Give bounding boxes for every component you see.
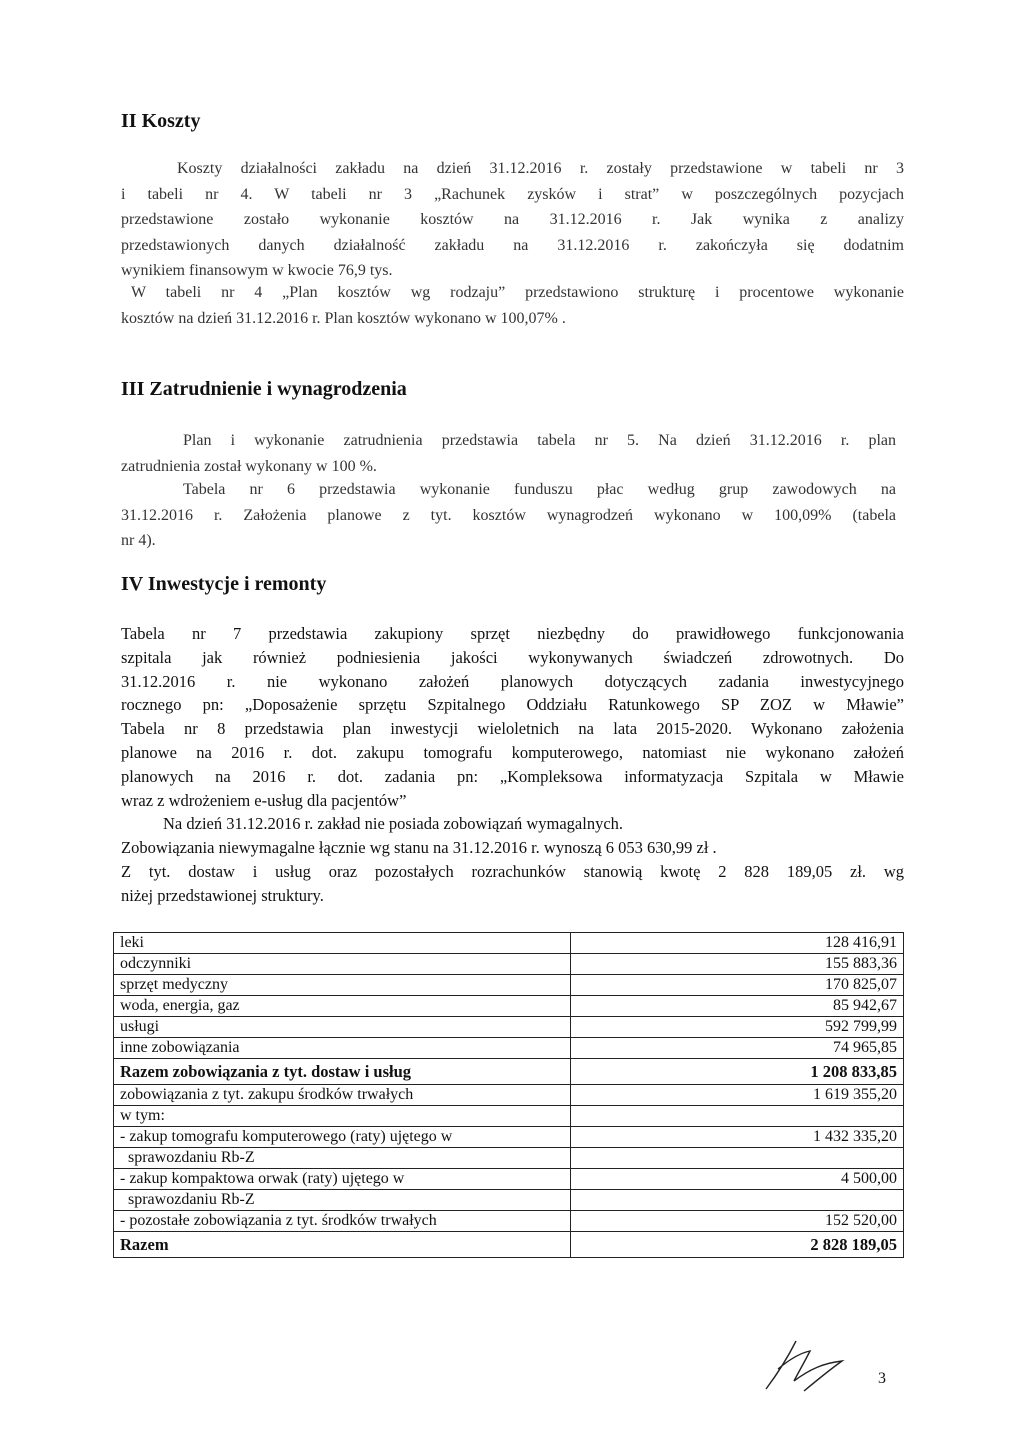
signature-icon	[758, 1333, 878, 1393]
row-label: leki	[114, 933, 571, 954]
text-line: zatrudnienia został wykonany w 100 %.	[121, 457, 377, 475]
investments-paragraph	[121, 622, 904, 908]
total-value: 2 828 189,05	[571, 1232, 904, 1258]
row-label: - zakup kompaktowa orwak (raty) ujętego w	[114, 1169, 571, 1190]
row-label: sprzęt medyczny	[114, 975, 571, 996]
subtotal-label: Razem zobowiązania z tyt. dostaw i usług	[114, 1059, 571, 1085]
row-value: 152 520,00	[571, 1211, 904, 1232]
text-line: Plan i wykonanie zatrudnienia przedstawia tabela nr 5. Na dzień 31.12.2016 r. plan	[183, 432, 896, 449]
row-label: - pozostałe zobowiązania z tyt. środków trwałych	[114, 1211, 571, 1232]
text-line: 31.12.2016 r. nie wykonano założeń planowych dotyczących zadania inwestycyjnego	[121, 671, 904, 691]
text-line: Zobowiązania niewymagalne łącznie wg stanu na 31.12.2016 r. wynoszą 6 053 630,99 zł .	[121, 838, 717, 858]
liabilities-table	[113, 932, 904, 1258]
text-line: Tabela nr 8 przedstawia plan inwestycji wieloletnich na lata 2015-2020. Wykonano założenia	[121, 719, 904, 739]
row-label: sprawozdaniu Rb-Z	[114, 1190, 571, 1211]
text-line: i tabeli nr 4. W tabeli nr 3 „Rachunek zysków i strat” w poszczególnych pozycjach	[121, 185, 904, 203]
row-value	[571, 1190, 904, 1211]
table-row	[114, 933, 904, 954]
table-row	[114, 1085, 904, 1106]
row-label: zobowiązania z tyt. zakupu środków trwałych	[114, 1085, 571, 1106]
row-label: woda, energia, gaz	[114, 996, 571, 1017]
table-row	[114, 1169, 904, 1190]
row-label: sprawozdaniu Rb-Z	[114, 1148, 571, 1169]
row-label: - zakup tomografu komputerowego (raty) ujętego w	[114, 1127, 571, 1148]
row-value: 74 965,85	[571, 1038, 904, 1059]
section-title-employment: III Zatrudnienie i wynagrodzenia	[121, 378, 407, 400]
text-line: Na dzień 31.12.2016 r. zakład nie posiada zobowiązań wymagalnych.	[163, 814, 624, 834]
text-line: Tabela nr 6 przedstawia wykonanie funduszu płac według grup zawodowych na	[183, 481, 896, 498]
text-line: kosztów na dzień 31.12.2016 r. Plan kosztów wykonano w 100,07% .	[121, 309, 566, 327]
text-line: niżej przedstawionej struktury.	[121, 885, 324, 905]
costs-paragraph-2	[121, 280, 904, 331]
page-number: 3	[878, 1370, 886, 1387]
text-line: planowych na 2016 r. dot. zadania pn: „Kompleksowa informatyzacja Szpitala w Mławie	[121, 766, 904, 786]
text-line: wraz z wdrożeniem e-usług dla pacjentów”	[121, 790, 407, 810]
text-line: Koszty działalności zakładu na dzień 31.12.2016 r. zostały przedstawione w tabeli nr 3	[177, 160, 904, 177]
table-row	[114, 996, 904, 1017]
section-title-costs: II Koszty	[121, 110, 201, 132]
total-label: Razem	[114, 1232, 571, 1258]
table-row	[114, 1127, 904, 1148]
text-line: W tabeli nr 4 „Plan kosztów wg rodzaju” przedstawiono strukturę i procentowe wykonanie	[131, 284, 904, 301]
table-row	[114, 1017, 904, 1038]
text-line: wynikiem finansowym w kwocie 76,9 tys.	[121, 262, 393, 279]
table-row	[114, 1038, 904, 1059]
text-line: planowe na 2016 r. dot. zakupu tomografu komputerowego, natomiast nie wykonano założeń	[121, 742, 904, 762]
text-line: przedstawione zostało wykonanie kosztów na 31.12.2016 r. Jak wynika z analizy	[121, 211, 904, 228]
table-row	[114, 1190, 904, 1211]
costs-paragraph-1	[121, 156, 904, 284]
text-line: Tabela nr 7 przedstawia zakupiony sprzęt niezbędny do prawidłowego funkcjonowania	[121, 624, 904, 643]
total-row	[114, 1232, 904, 1258]
table-row	[114, 1106, 904, 1127]
row-label: w tym:	[114, 1106, 571, 1127]
row-label: inne zobowiązania	[114, 1038, 571, 1059]
text-line: Z tyt. dostaw i usług oraz pozostałych rozrachunków stanowią kwotę 2 828 189,05 zł. wg	[121, 861, 904, 881]
row-value: 128 416,91	[571, 933, 904, 954]
row-value: 4 500,00	[571, 1169, 904, 1190]
row-label: usługi	[114, 1017, 571, 1038]
row-value	[571, 1106, 904, 1127]
row-value: 1 619 355,20	[571, 1085, 904, 1106]
section-title-investments: IV Inwestycje i remonty	[121, 573, 327, 595]
text-line: przedstawionych danych działalność zakładu na 31.12.2016 r. zakończyła się dodatnim	[121, 236, 904, 254]
row-value	[571, 1148, 904, 1169]
employment-paragraph-1	[121, 428, 896, 479]
table-row	[114, 1148, 904, 1169]
text-line: nr 4).	[121, 532, 156, 549]
row-value: 85 942,67	[571, 996, 904, 1017]
text-line: 31.12.2016 r. Założenia planowe z tyt. kosztów wynagrodzeń wykonano w 100,09% (tabela	[121, 506, 896, 524]
row-value: 1 432 335,20	[571, 1127, 904, 1148]
subtotal-row	[114, 1059, 904, 1085]
employment-paragraph-2	[121, 477, 896, 554]
table-row	[114, 975, 904, 996]
text-line: rocznego pn: „Doposażenie sprzętu Szpitalnego Oddziału Ratunkowego SP ZOZ w Mławie”	[121, 695, 904, 715]
table-row	[114, 1211, 904, 1232]
text-line: szpitala jak również podniesienia jakości wykonywanych świadczeń zdrowotnych. Do	[121, 647, 904, 667]
row-value: 170 825,07	[571, 975, 904, 996]
table-row	[114, 954, 904, 975]
subtotal-value: 1 208 833,85	[571, 1059, 904, 1085]
row-label: odczynniki	[114, 954, 571, 975]
row-value: 592 799,99	[571, 1017, 904, 1038]
row-value: 155 883,36	[571, 954, 904, 975]
